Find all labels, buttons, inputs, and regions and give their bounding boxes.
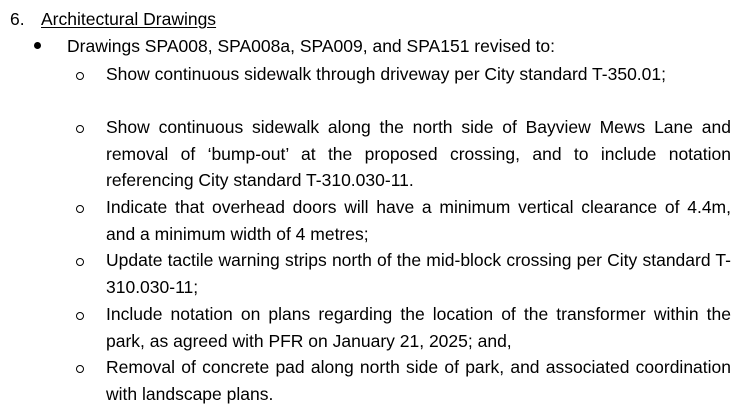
list-item: Indicate that overhead doors will have a minimum vertical clearance of 4.4m, and a minimum width of 4 metres; — [106, 197, 731, 244]
bullet-text: Drawings SPA008, SPA008a, SPA009, and SPA151 revised to: — [67, 36, 556, 56]
list-item: Removal of concrete pad along north side of park, and associated coordination with landscape plans. — [106, 357, 731, 404]
list-item: Show continuous sidewalk through driveway per City standard T-350.01; — [106, 64, 666, 84]
bullet-marker — [34, 42, 41, 49]
list-item: Update tactile warning strips north of the mid-block crossing per City standard T-310.030-11; — [106, 250, 731, 297]
section-title: Architectural Drawings — [41, 9, 217, 29]
sub-bullet-marker — [76, 72, 84, 80]
section-number: 6. — [10, 9, 25, 29]
sub-bullet-marker — [76, 205, 84, 213]
sub-bullet-marker — [76, 312, 84, 320]
sub-bullet-marker — [76, 365, 84, 373]
sub-bullet-marker — [76, 258, 84, 266]
list-item: Include notation on plans regarding the location of the transformer within the park, as agreed with PFR on January 21, 2025; and, — [106, 304, 731, 351]
list-item: Show continuous sidewalk along the north side of Bayview Mews Lane and removal of ‘bump-out’ at the proposed crossing, and to include notation referencing City standard T-310.030-11. — [106, 117, 731, 190]
sub-bullet-marker — [76, 125, 84, 133]
